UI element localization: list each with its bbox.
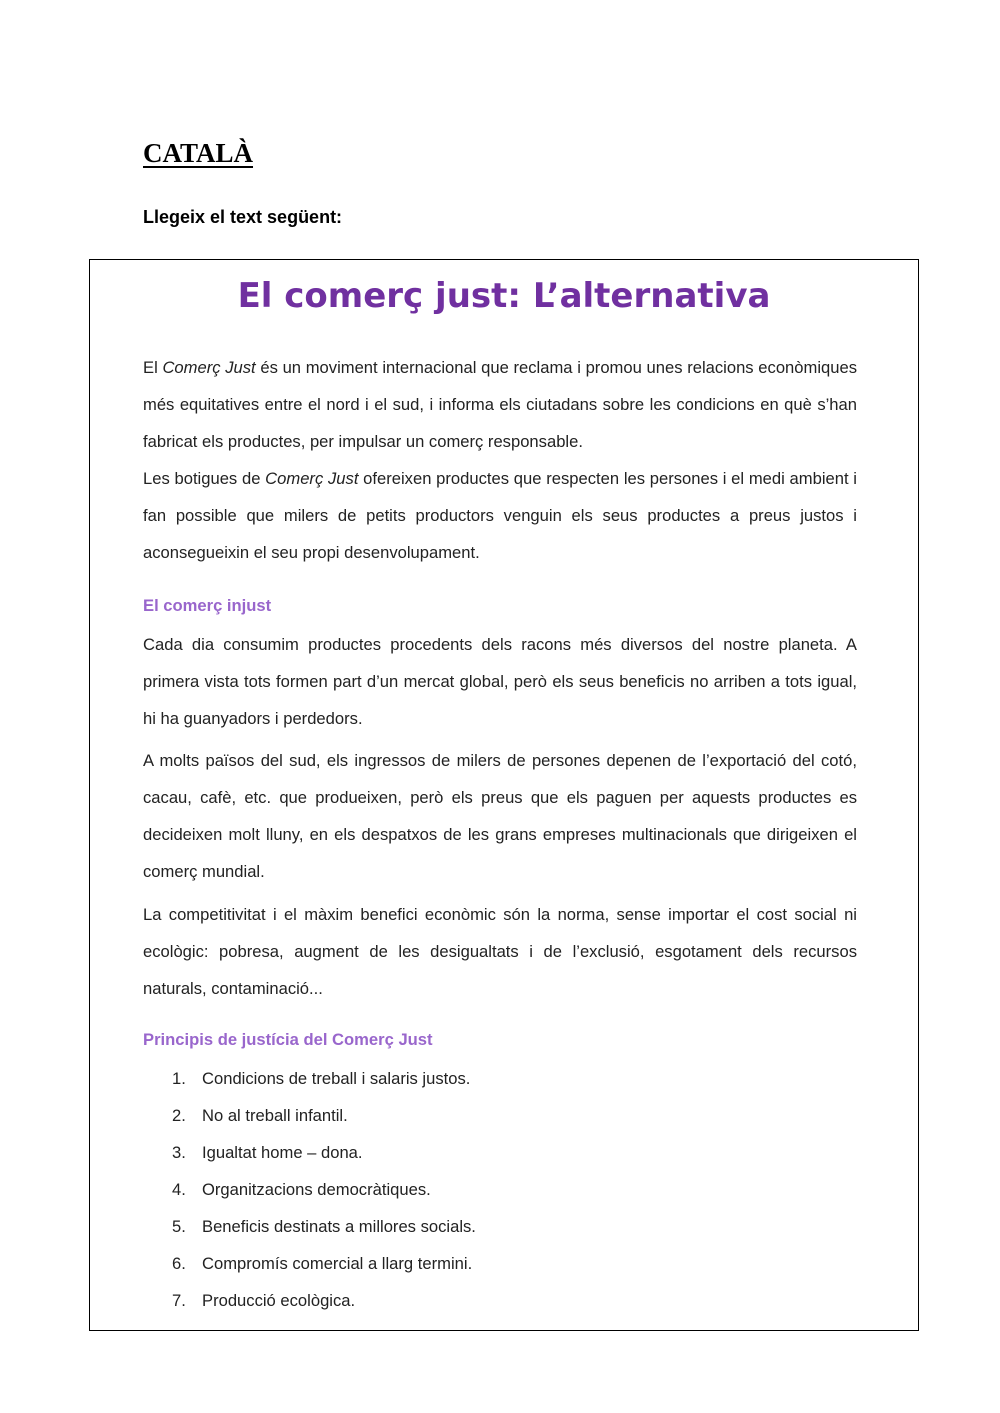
section-heading-unfair-trade: El comerç injust [143,596,272,615]
reading-text-box [89,259,919,1331]
principle-text: Beneficis destinats a millores socials. [202,1217,476,1236]
intro-paragraph-2 [143,460,857,571]
principle-number: 4. [172,1180,186,1199]
principles-list [143,1060,476,1319]
principle-item [143,1282,476,1319]
intro-p2-start: Les botigues de [143,469,266,488]
principle-text: Condicions de treball i salaris justos. [202,1069,471,1088]
intro-p2-rest: ofereixen productes que respecten les persones i el medi ambient i fan possible que milers de petits productors venguin els seus productes a preus justos i aconsegueixin el seu propi desenvolupament. [143,469,857,562]
principle-number: 1. [172,1069,186,1088]
principle-item [143,1245,476,1282]
unfair-trade-paragraph-1: Cada dia consumim productes procedents dels racons més diversos del nostre planeta. A primera vista tots formen part d’un mercat global, però els seus beneficis no arriben a tots igual, hi ha guanyadors i perdedors. [143,635,857,728]
intro-p1-start: El [143,358,163,377]
intro-p1-rest: és un moviment internacional que reclama i promou unes relacions econòmiques més equitatives entre el nord i el sud, i informa els ciutadans sobre les condicions en què s’han fabricat els productes, per impulsar un comerç responsable. [143,358,857,451]
principle-text: Organitzacions democràtiques. [202,1180,431,1199]
intro-p1-italic: Comerç Just [162,358,256,377]
article-title: El comerç just: L’alternativa [237,276,771,316]
principle-item [143,1097,476,1134]
principle-number: 5. [172,1217,186,1236]
principle-item [143,1171,476,1208]
principle-number: 2. [172,1106,186,1125]
principle-number: 6. [172,1254,186,1273]
principle-number: 7. [172,1291,186,1310]
principle-number: 3. [172,1143,186,1162]
principle-item [143,1134,476,1171]
principle-text: Compromís comercial a llarg termini. [202,1254,473,1273]
intro-p2-italic: Comerç Just [265,469,359,488]
intro-paragraph-1 [143,349,857,460]
principle-item [143,1208,476,1245]
reading-instruction: Llegeix el text següent: [143,207,343,227]
principle-text: No al treball infantil. [202,1106,348,1125]
principle-text: Producció ecològica. [202,1291,356,1310]
principle-text: Igualtat home – dona. [202,1143,363,1162]
subject-title: CATALÀ [143,138,254,168]
principle-item [143,1060,476,1097]
unfair-trade-paragraph-3: La competitivitat i el màxim benefici econòmic són la norma, sense importar el cost social ni ecològic: pobresa, augment de les desigualtats i de l’exclusió, esgotament dels recursos naturals, contaminació... [143,905,857,998]
section-heading-principles: Principis de justícia del Comerç Just [143,1030,433,1049]
unfair-trade-paragraph-2: A molts països del sud, els ingressos de milers de persones depenen de l’exportació del cotó, cacau, cafè, etc. que produeixen, però els preus que els paguen per aquests productes es decideixen molt lluny, en els despatxos de les grans empreses multinacionals que dirigeixen el comerç mundial. [143,751,857,881]
